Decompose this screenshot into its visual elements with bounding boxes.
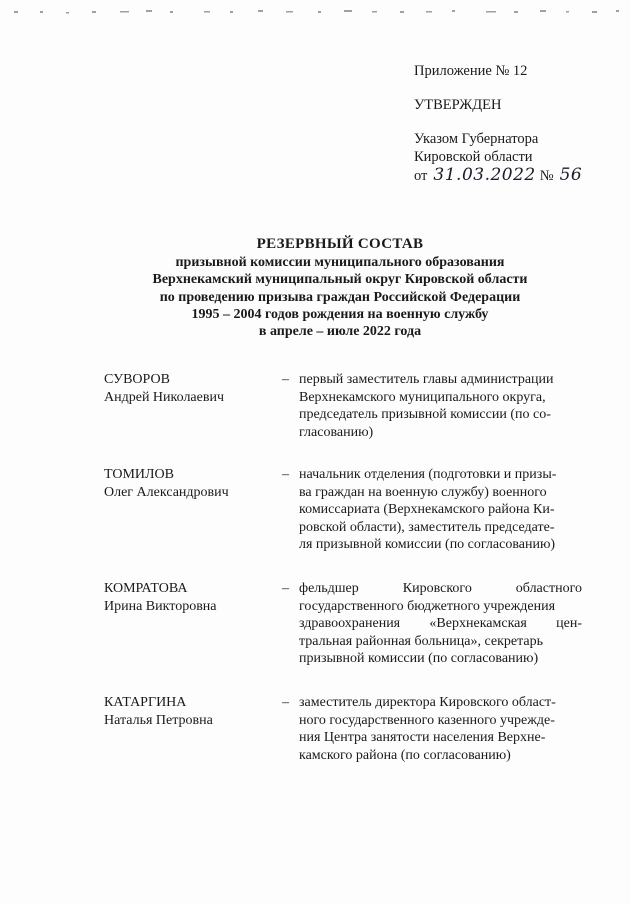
role-line: первый заместитель главы администрации [299,372,554,387]
decree-line-2: Кировской области [414,149,533,165]
document-title: РЕЗЕРВНЫЙ СОСТАВ [256,236,424,252]
member-entry [104,580,582,668]
member-role [299,580,582,668]
member-entry [104,466,582,554]
role-line: гласованию) [299,424,374,440]
appendix-label: Приложение № 12 [414,63,528,79]
member-entry [104,371,582,441]
member-role [299,694,582,764]
title-line-2: Верхнекамский муниципальный округ Кировской области [152,272,528,288]
role-line: ва граждан на военную службу) военного [299,484,547,500]
member-dash: – [282,467,289,482]
role-line: Верхнекамского муниципального округа, [299,389,546,405]
role-line: камского района (по согласованию) [299,747,511,763]
role-line: председатель призывной комиссии (по со- [299,407,551,423]
handwritten-date: 31.03.2022 [433,165,536,185]
role-line: ния Центра занятости населения Верхне- [299,730,546,746]
role-line: тральная районная больница», секретарь [299,633,543,649]
member-surname: СУВОРОВ [104,372,170,387]
member-surname: КАТАРГИНА [104,695,187,710]
role-line: ровской области), заместитель председате- [299,519,555,535]
role-line: государственного бюджетного учреждения [299,598,556,614]
decree-date-row [414,166,624,185]
member-given-names: Олег Александрович [104,484,229,500]
member-person [104,466,282,554]
member-dash: – [282,372,289,387]
scan-artifact-strip [0,0,631,24]
role-line: заместитель директора Кировского област- [299,695,556,710]
role-line: начальник отделения (подготовки и призы- [299,467,557,482]
member-dash: – [282,695,289,710]
title-line-1: призывной комиссии муниципального образования [175,255,505,271]
member-entry [104,694,582,764]
approval-block [414,62,624,185]
member-surname: ТОМИЛОВ [104,467,174,482]
role-line: здравоохранения «Верхнекамская цен- [299,616,582,632]
member-role [299,466,582,554]
member-role [299,371,582,441]
handwritten-number: 56 [559,165,583,185]
role-line: призывной комиссии (по согласованию) [299,651,539,667]
member-dash: – [282,581,289,596]
member-person [104,694,282,764]
document-title-block [60,236,620,340]
date-prefix: от [414,168,428,184]
member-surname: КОМРАТОВА [104,581,188,596]
role-line: ного государственного казенного учрежде- [299,712,555,728]
role-line: комиссариата (Верхнекамского района Ки- [299,502,555,518]
member-person [104,371,282,441]
title-line-4: 1995 – 2004 годов рождения на военную службу [191,306,489,322]
role-line: ля призывной комиссии (по согласованию) [299,537,556,553]
number-sign: № [539,168,554,184]
decree-line-1: Указом Губернатора [414,131,539,147]
title-line-5: в апреле – июле 2022 года [258,324,422,340]
approved-label: УТВЕРЖДЕН [414,97,502,113]
scan-noise-icon [0,0,631,24]
title-line-3: по проведению призыва граждан Российской Федерации [159,289,521,305]
member-given-names: Ирина Викторовна [104,598,217,614]
role-line: фельдшер Кировского областного [299,581,582,596]
member-person [104,580,282,668]
member-given-names: Андрей Николаевич [104,389,224,405]
member-given-names: Наталья Петровна [104,712,213,728]
